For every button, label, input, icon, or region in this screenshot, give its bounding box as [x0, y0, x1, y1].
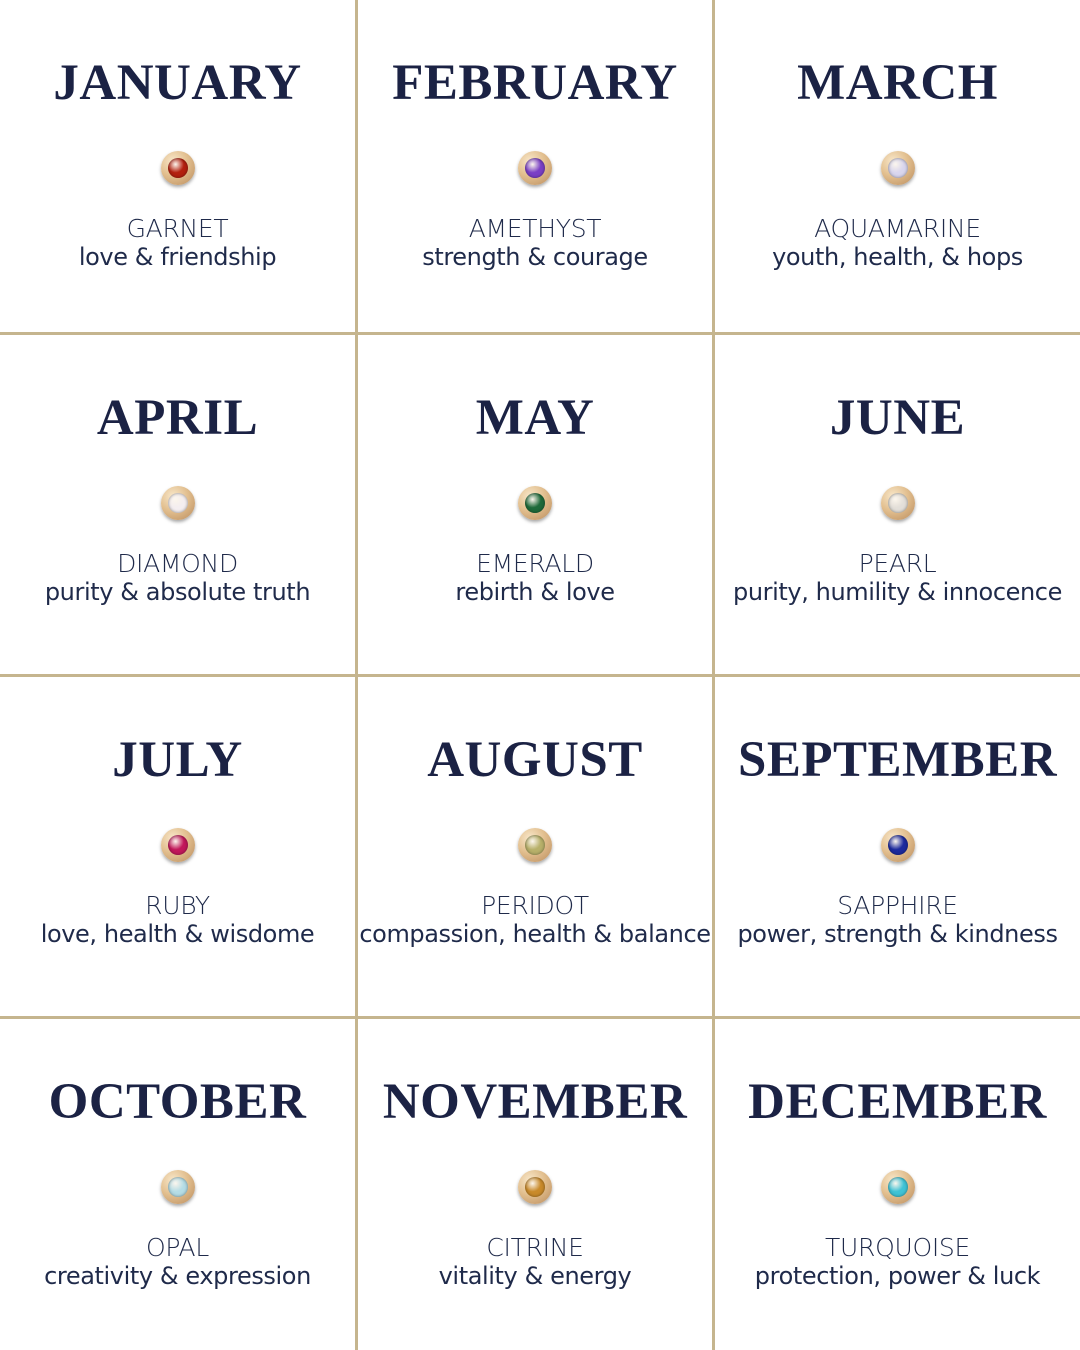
month-title: JUNE — [829, 390, 966, 446]
month-card-may — [358, 335, 715, 677]
stone-name: CITRINE — [486, 1233, 584, 1262]
gem-icon — [161, 151, 195, 185]
month-title: APRIL — [96, 390, 259, 446]
stone-meaning: power, strength & kindness — [737, 920, 1058, 948]
month-card-june — [715, 335, 1080, 677]
stone-color — [168, 493, 188, 513]
stone-name: AMETHYST — [468, 214, 602, 243]
month-title: SEPTEMBER — [737, 732, 1058, 788]
month-card-january — [0, 0, 358, 335]
gem-icon — [881, 151, 915, 185]
month-card-march — [715, 0, 1080, 335]
month-title: OCTOBER — [48, 1074, 307, 1130]
stone-name: SAPPHIRE — [837, 891, 958, 920]
month-title: JULY — [112, 732, 243, 788]
month-card-december — [715, 1019, 1080, 1350]
gem-icon — [881, 486, 915, 520]
stone-meaning: purity & absolute truth — [44, 578, 311, 606]
gem-icon — [518, 486, 552, 520]
month-title: MARCH — [797, 55, 998, 111]
month-card-february — [358, 0, 715, 335]
stone-name: DIAMOND — [117, 549, 238, 578]
month-card-november — [358, 1019, 715, 1350]
stone-name: EMERALD — [476, 549, 594, 578]
stone-name: OPAL — [146, 1233, 209, 1262]
stone-color — [168, 158, 188, 178]
gem-icon — [161, 1170, 195, 1204]
stone-color — [525, 835, 545, 855]
stone-meaning: love, health & wisdome — [40, 920, 315, 948]
stone-name: TURQUOISE — [825, 1233, 970, 1262]
month-title: AUGUST — [427, 732, 643, 788]
stone-name: AQUAMARINE — [814, 214, 981, 243]
month-card-october — [0, 1019, 358, 1350]
stone-meaning: rebirth & love — [455, 578, 615, 606]
gem-icon — [881, 1170, 915, 1204]
stone-color — [888, 835, 908, 855]
stone-color — [168, 1177, 188, 1197]
stone-color — [525, 158, 545, 178]
gem-icon — [518, 1170, 552, 1204]
month-title: DECEMBER — [748, 1074, 1047, 1130]
stone-color — [888, 493, 908, 513]
stone-color — [525, 493, 545, 513]
stone-name: RUBY — [145, 891, 210, 920]
month-card-august — [358, 677, 715, 1019]
month-title: FEBRUARY — [392, 55, 678, 111]
stone-name: PERIDOT — [481, 891, 589, 920]
gem-icon — [518, 828, 552, 862]
stone-color — [888, 1177, 908, 1197]
stone-name: GARNET — [126, 214, 229, 243]
month-card-april — [0, 335, 358, 677]
stone-meaning: protection, power & luck — [754, 1262, 1041, 1290]
stone-meaning: compassion, health & balance — [359, 920, 711, 948]
stone-meaning: purity, humility & innocence — [733, 578, 1062, 606]
gem-icon — [161, 828, 195, 862]
gem-icon — [881, 828, 915, 862]
month-title: JANUARY — [53, 55, 302, 111]
stone-meaning: strength & courage — [422, 243, 648, 271]
stone-color — [525, 1177, 545, 1197]
stone-color — [888, 158, 908, 178]
gem-icon — [161, 486, 195, 520]
month-card-september — [715, 677, 1080, 1019]
stone-meaning: vitality & energy — [438, 1262, 632, 1290]
stone-meaning: youth, health, & hops — [772, 243, 1023, 271]
month-title: NOVEMBER — [382, 1074, 688, 1130]
stone-meaning: creativity & expression — [44, 1262, 311, 1290]
stone-meaning: love & friendship — [78, 243, 277, 271]
month-title: MAY — [475, 390, 595, 446]
stone-name: PEARL — [858, 549, 937, 578]
gem-icon — [518, 151, 552, 185]
stone-color — [168, 835, 188, 855]
month-card-july — [0, 677, 358, 1019]
